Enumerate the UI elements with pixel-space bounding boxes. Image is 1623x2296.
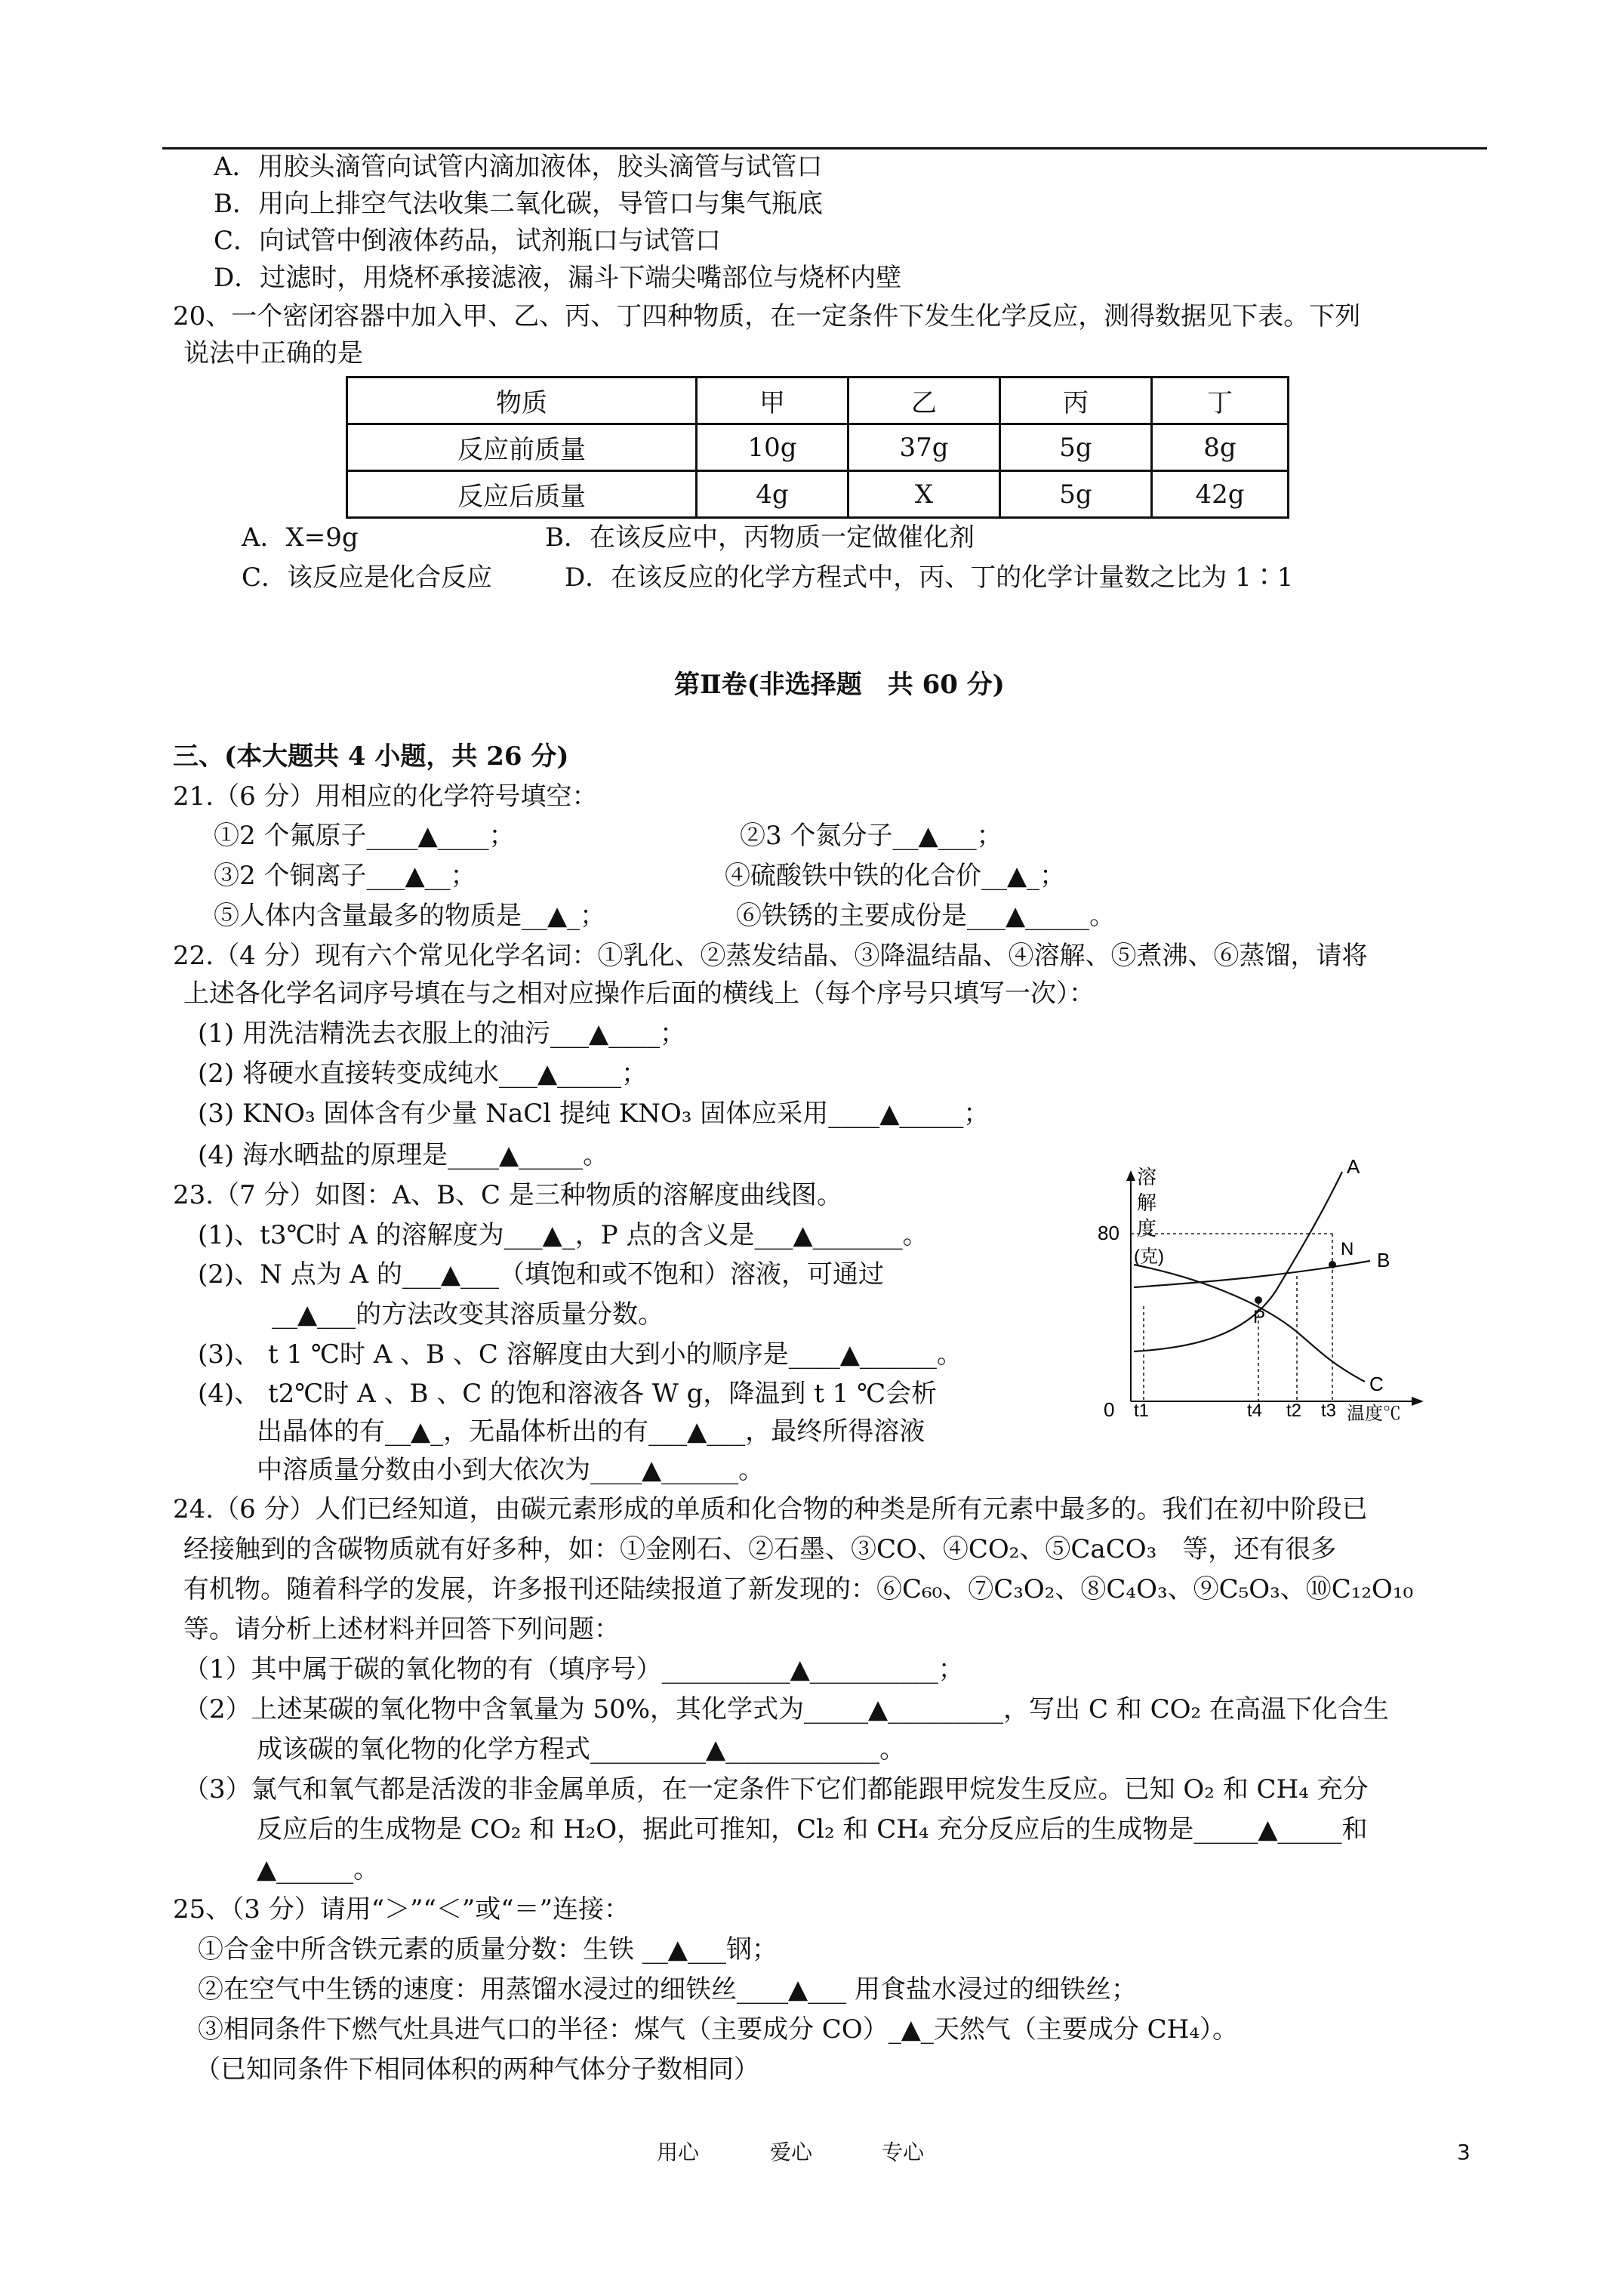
q23-sub-4c: 中溶质量分数由小到大依次为____▲______。 bbox=[257, 1455, 765, 1485]
q19-option-b: B．用向上排空气法收集二氧化碳，导管口与集气瓶底 bbox=[214, 189, 823, 219]
q19-option-c: C．向试管中倒液体药品，试剂瓶口与试管口 bbox=[214, 226, 722, 256]
q20-data-table bbox=[346, 376, 1289, 519]
q21-item-4: ④硫酸铁中铁的化合价__▲_； bbox=[725, 861, 1066, 891]
q22-sub-1: (1) 用洗洁精洗去衣服上的油污___▲____； bbox=[198, 1019, 686, 1049]
q24-sub-2a: （2）上述某碳的氧化物中含氧量为 50%，其化学式为_____▲_________，写出 C 和 CO₂ 在高温下化合生 bbox=[183, 1694, 1389, 1724]
table-cell: 甲 bbox=[697, 378, 848, 424]
x-axis-label: 温度℃ bbox=[1347, 1404, 1401, 1424]
table-cell: 物质 bbox=[347, 378, 697, 424]
q20-stem-line1: 20、一个密闭容器中加入甲、乙、丙、丁四种物质，在一定条件下发生化学反应，测得数据见下表。下列 bbox=[173, 301, 1361, 331]
y-axis-arrow bbox=[1126, 1170, 1135, 1181]
table-cell: 37g bbox=[848, 424, 1000, 471]
table-cell: 4g bbox=[697, 471, 848, 518]
q22-sub-3: (3) KNO₃ 固体含有少量 NaCl 提纯 KNO₃ 固体应采用____▲_____； bbox=[198, 1099, 990, 1129]
point-n bbox=[1329, 1261, 1336, 1268]
table-cell: X bbox=[848, 471, 1000, 518]
point-p bbox=[1255, 1296, 1262, 1304]
part3-title: 三、(本大题共 4 小题，共 26 分) bbox=[173, 741, 569, 772]
q19-option-d: D．过滤时，用烧杯承接滤液，漏斗下端尖嘴部位与烧杯内壁 bbox=[214, 263, 902, 293]
table-cell: 反应后质量 bbox=[347, 471, 697, 518]
x-tick-t1: t1 bbox=[1134, 1401, 1150, 1421]
x-axis-arrow bbox=[1412, 1397, 1424, 1406]
x-tick-t3: t3 bbox=[1321, 1401, 1337, 1421]
q25-sub-1: ①合金中所含铁元素的质量分数：生铁 __▲___钢； bbox=[198, 1934, 778, 1965]
ylabel-char-1: 溶 bbox=[1137, 1166, 1157, 1188]
q20-option-c: C．该反应是化合反应 bbox=[242, 562, 493, 593]
q23-sub-4a: (4)、 t2℃时 A 、B 、C 的饱和溶液各 W g，降温到 t 1 ℃会析 bbox=[198, 1379, 938, 1409]
q22-sub-4: (4) 海水晒盐的原理是____▲_____。 bbox=[198, 1140, 609, 1170]
table-cell: 丁 bbox=[1152, 378, 1289, 424]
curve-a bbox=[1134, 1172, 1342, 1351]
q24-sub-3c: ▲______。 bbox=[257, 1854, 380, 1885]
q24-sub-2b: 成该碳的氧化物的化学方程式_________▲____________。 bbox=[257, 1734, 906, 1764]
q21-item-5: ⑤人体内含量最多的物质是__▲_； bbox=[214, 901, 606, 931]
q23-sub-3: (3)、 t 1 ℃时 A 、B 、C 溶解度由大到小的顺序是____▲______。 bbox=[198, 1339, 962, 1370]
point-label-n: N bbox=[1341, 1239, 1354, 1259]
q22-sub-2: (2) 将硬水直接转变成纯水___▲_____； bbox=[198, 1059, 648, 1089]
page-number: 3 bbox=[1457, 2140, 1471, 2165]
q21-item-6: ⑥铁锈的主要成份是___▲_____。 bbox=[736, 901, 1116, 931]
series-label-b: B bbox=[1377, 1249, 1390, 1271]
table-cell: 乙 bbox=[848, 378, 1000, 424]
q24-sub-1: （1）其中属于碳的氧化物的有（填序号）__________▲__________； bbox=[183, 1654, 964, 1684]
table-row bbox=[347, 471, 1289, 518]
x-tick-t2: t2 bbox=[1286, 1401, 1302, 1421]
q20-option-d: D．在该反应的化学方程式中，丙、丁的化学计量数之比为 1∶1 bbox=[565, 562, 1294, 593]
solubility-chart bbox=[1087, 1155, 1434, 1438]
table-row bbox=[347, 424, 1289, 471]
series-label-c: C bbox=[1369, 1373, 1384, 1395]
curve-c bbox=[1134, 1265, 1365, 1382]
footer-text-2: 爱心 bbox=[770, 2140, 813, 2165]
chart-layer bbox=[1098, 1155, 1424, 1424]
q22-stem-line2: 上述各化学名词序号填在与之相对应操作后面的横线上（每个序号只填写一次）： bbox=[183, 978, 1095, 1009]
q25-stem: 25、（3 分）请用“＞”“＜”或“＝”连接： bbox=[173, 1894, 630, 1925]
q24-line-2: 经接触到的含碳物质就有好多种，如：①金刚石、②石墨、③CO、④CO₂、⑤CaCO₃ 等，还有很多 bbox=[183, 1534, 1337, 1564]
ylabel-char-3: 度 bbox=[1137, 1217, 1157, 1240]
table-cell: 8g bbox=[1152, 424, 1289, 471]
q24-line-3: 有机物。随着科学的发展，许多报刊还陆续报道了新发现的：⑥C₆₀、⑦C₃O₂、⑧C₄O₃、⑨C₅O₃、⑩C₁₂O₁₀ bbox=[183, 1574, 1414, 1604]
q19-option-a: A．用胶头滴管向试管内滴加液体，胶头滴管与试管口 bbox=[214, 152, 823, 182]
q21-stem: 21.（6 分）用相应的化学符号填空： bbox=[173, 781, 598, 812]
q20-option-a: A．X=9g bbox=[242, 522, 359, 553]
q23-sub-2b: __▲___的方法改变其溶质量分数。 bbox=[272, 1299, 664, 1330]
q23-sub-2a: (2)、N 点为 A 的___▲___（填饱和或不饱和）溶液，可通过 bbox=[198, 1259, 885, 1290]
q20-stem-line2: 说法中正确的是 bbox=[183, 338, 363, 368]
footer-text-3: 专心 bbox=[882, 2140, 925, 2165]
section-title: 第Ⅱ卷(非选择题 共 60 分) bbox=[674, 670, 1005, 700]
point-label-p: P bbox=[1253, 1307, 1266, 1327]
q20-option-b: B．在该反应中，丙物质一定做催化剂 bbox=[545, 522, 975, 553]
ylabel-char-2: 解 bbox=[1137, 1191, 1157, 1214]
q21-item-3: ③2 个铜离子___▲__； bbox=[214, 861, 476, 891]
q21-item-1: ①2 个氟原子____▲____； bbox=[214, 821, 515, 851]
q25-sub-3: ③相同条件下燃气灶具进气口的半径：煤气（主要成分 CO）_▲_天然气（主要成分 CH₄）。 bbox=[198, 2014, 1238, 2045]
table-cell: 5g bbox=[1000, 424, 1152, 471]
q23-sub-1: (1)、t3℃时 A 的溶解度为___▲_，P 点的含义是___▲_______。 bbox=[198, 1220, 929, 1250]
q23-stem: 23.（7 分）如图：A、B、C 是三种物质的溶解度曲线图。 bbox=[173, 1180, 842, 1210]
series-label-a: A bbox=[1347, 1155, 1360, 1178]
table-cell: 10g bbox=[697, 424, 848, 471]
origin-label: 0 bbox=[1104, 1398, 1115, 1421]
table-cell: 5g bbox=[1000, 471, 1152, 518]
table-header-row bbox=[347, 378, 1289, 424]
q24-sub-3a: （3）氯气和氧气都是活泼的非金属单质，在一定条件下它们都能跟甲烷发生反应。已知 O₂ 和 CH₄ 充分 bbox=[183, 1774, 1369, 1804]
table-cell: 42g bbox=[1152, 471, 1289, 518]
top-rule bbox=[162, 147, 1487, 149]
q21-item-2: ②3 个氮分子__▲___； bbox=[740, 821, 1002, 851]
x-tick-t4: t4 bbox=[1247, 1401, 1263, 1421]
q24-line-4: 等。请分析上述材料并回答下列问题： bbox=[183, 1614, 620, 1644]
q24-sub-3b: 反应后的生成物是 CO₂ 和 H₂O，据此可推知，Cl₂ 和 CH₄ 充分反应后的生成物是_____▲_____和 bbox=[257, 1814, 1368, 1845]
footer-text-1: 用心 bbox=[657, 2140, 700, 2165]
q25-sub-2: ②在空气中生锈的速度：用蒸馏水浸过的细铁丝____▲___ 用食盐水浸过的细铁丝； bbox=[198, 1974, 1137, 2005]
ylabel-unit: (克) bbox=[1134, 1247, 1164, 1267]
q25-note: （已知同条件下相同体积的两种气体分子数相同） bbox=[195, 2054, 759, 2085]
table-cell: 反应前质量 bbox=[347, 424, 697, 471]
q24-line-1: 24.（6 分）人们已经知道，由碳元素形成的单质和化合物的种类是所有元素中最多的。我们在初中阶段已 bbox=[173, 1494, 1368, 1524]
q23-sub-4b: 出晶体的有__▲_，无晶体析出的有___▲___，最终所得溶液 bbox=[257, 1416, 925, 1447]
table-cell: 丙 bbox=[1000, 378, 1152, 424]
q22-stem-line1: 22.（4 分）现有六个常见化学名词：①乳化、②蒸发结晶、③降温结晶、④溶解、⑤煮沸、⑥蒸馏，请将 bbox=[173, 941, 1368, 971]
y-tick-80: 80 bbox=[1098, 1222, 1119, 1244]
